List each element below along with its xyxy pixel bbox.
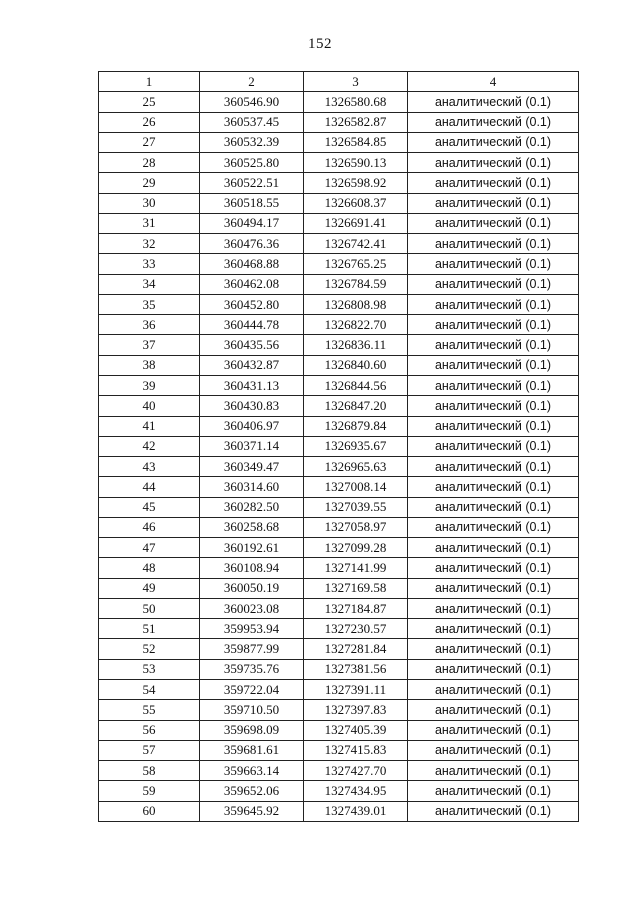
coord-x-cell: 360522.51	[200, 173, 304, 193]
method-cell: аналитический (0.1)	[408, 679, 579, 699]
method-cell: аналитический (0.1)	[408, 639, 579, 659]
coord-y-cell: 1327169.58	[304, 578, 408, 598]
coord-y-cell: 1327281.84	[304, 639, 408, 659]
method-cell: аналитический (0.1)	[408, 416, 579, 436]
point-number-cell: 36	[99, 315, 200, 335]
table-row	[99, 416, 579, 436]
coord-y-cell: 1327008.14	[304, 477, 408, 497]
point-number-cell: 39	[99, 375, 200, 395]
coord-y-cell: 1327439.01	[304, 801, 408, 821]
point-number-cell: 58	[99, 761, 200, 781]
coord-y-cell: 1327391.11	[304, 679, 408, 699]
coord-y-cell: 1326879.84	[304, 416, 408, 436]
table-row	[99, 375, 579, 395]
point-number-cell: 41	[99, 416, 200, 436]
coord-y-cell: 1326822.70	[304, 315, 408, 335]
point-number-cell: 57	[99, 740, 200, 760]
coord-y-cell: 1326840.60	[304, 355, 408, 375]
coord-x-cell: 359710.50	[200, 700, 304, 720]
coord-y-cell: 1327230.57	[304, 619, 408, 639]
table-row	[99, 315, 579, 335]
table-row	[99, 517, 579, 537]
point-number-cell: 33	[99, 254, 200, 274]
coord-y-cell: 1326847.20	[304, 396, 408, 416]
coord-x-cell: 360518.55	[200, 193, 304, 213]
point-number-cell: 28	[99, 153, 200, 173]
point-number-cell: 26	[99, 112, 200, 132]
coord-x-cell: 360050.19	[200, 578, 304, 598]
point-number-cell: 35	[99, 294, 200, 314]
method-cell: аналитический (0.1)	[408, 517, 579, 537]
point-number-cell: 44	[99, 477, 200, 497]
table-row	[99, 132, 579, 152]
table-row	[99, 193, 579, 213]
method-cell: аналитический (0.1)	[408, 193, 579, 213]
coord-x-cell: 360430.83	[200, 396, 304, 416]
coord-y-cell: 1326582.87	[304, 112, 408, 132]
method-cell: аналитический (0.1)	[408, 234, 579, 254]
table-row	[99, 436, 579, 456]
method-cell: аналитический (0.1)	[408, 801, 579, 821]
method-cell: аналитический (0.1)	[408, 294, 579, 314]
coord-y-cell: 1326935.67	[304, 436, 408, 456]
coord-y-cell: 1326590.13	[304, 153, 408, 173]
coord-x-cell: 359663.14	[200, 761, 304, 781]
point-number-cell: 46	[99, 517, 200, 537]
header-row	[99, 72, 579, 92]
point-number-cell: 52	[99, 639, 200, 659]
table-row	[99, 700, 579, 720]
table-row	[99, 639, 579, 659]
coord-x-cell: 359953.94	[200, 619, 304, 639]
coord-x-cell: 360431.13	[200, 375, 304, 395]
header-col-3: 3	[304, 72, 408, 92]
table-row	[99, 598, 579, 618]
coord-y-cell: 1326742.41	[304, 234, 408, 254]
coord-y-cell: 1326608.37	[304, 193, 408, 213]
coord-x-cell: 359877.99	[200, 639, 304, 659]
table-row	[99, 781, 579, 801]
method-cell: аналитический (0.1)	[408, 619, 579, 639]
point-number-cell: 29	[99, 173, 200, 193]
table-body	[99, 92, 579, 822]
coord-y-cell: 1326691.41	[304, 213, 408, 233]
coord-x-cell: 360192.61	[200, 538, 304, 558]
header-col-4: 4	[408, 72, 579, 92]
coord-y-cell: 1327058.97	[304, 517, 408, 537]
table-row	[99, 801, 579, 821]
header-col-1: 1	[99, 72, 200, 92]
coord-x-cell: 360462.08	[200, 274, 304, 294]
point-number-cell: 53	[99, 659, 200, 679]
point-number-cell: 55	[99, 700, 200, 720]
table-row	[99, 679, 579, 699]
coord-x-cell: 359722.04	[200, 679, 304, 699]
method-cell: аналитический (0.1)	[408, 761, 579, 781]
coord-x-cell: 359698.09	[200, 720, 304, 740]
coord-y-cell: 1327427.70	[304, 761, 408, 781]
table-row	[99, 558, 579, 578]
method-cell: аналитический (0.1)	[408, 92, 579, 112]
table-row	[99, 538, 579, 558]
table-row	[99, 497, 579, 517]
method-cell: аналитический (0.1)	[408, 173, 579, 193]
table-row	[99, 274, 579, 294]
method-cell: аналитический (0.1)	[408, 335, 579, 355]
coord-x-cell: 360476.36	[200, 234, 304, 254]
table-row	[99, 355, 579, 375]
point-number-cell: 51	[99, 619, 200, 639]
table-row	[99, 92, 579, 112]
table-header	[99, 72, 579, 92]
coord-x-cell: 360537.45	[200, 112, 304, 132]
method-cell: аналитический (0.1)	[408, 112, 579, 132]
coord-y-cell: 1326765.25	[304, 254, 408, 274]
coord-y-cell: 1327184.87	[304, 598, 408, 618]
method-cell: аналитический (0.1)	[408, 375, 579, 395]
point-number-cell: 27	[99, 132, 200, 152]
table-row	[99, 659, 579, 679]
table-row	[99, 457, 579, 477]
method-cell: аналитический (0.1)	[408, 781, 579, 801]
coordinates-table	[98, 71, 579, 822]
coord-x-cell: 360432.87	[200, 355, 304, 375]
coord-y-cell: 1327381.56	[304, 659, 408, 679]
coord-x-cell: 359645.92	[200, 801, 304, 821]
method-cell: аналитический (0.1)	[408, 598, 579, 618]
method-cell: аналитический (0.1)	[408, 315, 579, 335]
method-cell: аналитический (0.1)	[408, 538, 579, 558]
point-number-cell: 25	[99, 92, 200, 112]
method-cell: аналитический (0.1)	[408, 497, 579, 517]
method-cell: аналитический (0.1)	[408, 740, 579, 760]
table-row	[99, 720, 579, 740]
coord-x-cell: 360258.68	[200, 517, 304, 537]
table-row	[99, 153, 579, 173]
coord-x-cell: 360023.08	[200, 598, 304, 618]
coord-x-cell: 360108.94	[200, 558, 304, 578]
method-cell: аналитический (0.1)	[408, 274, 579, 294]
coord-x-cell: 360452.80	[200, 294, 304, 314]
coord-y-cell: 1326598.92	[304, 173, 408, 193]
table-row	[99, 173, 579, 193]
coord-x-cell: 360349.47	[200, 457, 304, 477]
method-cell: аналитический (0.1)	[408, 457, 579, 477]
coord-y-cell: 1326580.68	[304, 92, 408, 112]
coord-x-cell: 359735.76	[200, 659, 304, 679]
method-cell: аналитический (0.1)	[408, 213, 579, 233]
method-cell: аналитический (0.1)	[408, 132, 579, 152]
point-number-cell: 45	[99, 497, 200, 517]
table-row	[99, 761, 579, 781]
table-row	[99, 294, 579, 314]
method-cell: аналитический (0.1)	[408, 578, 579, 598]
table-row	[99, 335, 579, 355]
coord-x-cell: 360435.56	[200, 335, 304, 355]
coord-y-cell: 1327039.55	[304, 497, 408, 517]
point-number-cell: 47	[99, 538, 200, 558]
method-cell: аналитический (0.1)	[408, 659, 579, 679]
coord-x-cell: 360406.97	[200, 416, 304, 436]
coord-y-cell: 1327405.39	[304, 720, 408, 740]
method-cell: аналитический (0.1)	[408, 558, 579, 578]
coord-x-cell: 360468.88	[200, 254, 304, 274]
coord-y-cell: 1326836.11	[304, 335, 408, 355]
coord-x-cell: 360314.60	[200, 477, 304, 497]
point-number-cell: 37	[99, 335, 200, 355]
table-row	[99, 234, 579, 254]
point-number-cell: 50	[99, 598, 200, 618]
coord-x-cell: 360371.14	[200, 436, 304, 456]
point-number-cell: 49	[99, 578, 200, 598]
point-number-cell: 43	[99, 457, 200, 477]
table-row	[99, 112, 579, 132]
coord-x-cell: 360282.50	[200, 497, 304, 517]
coord-y-cell: 1327099.28	[304, 538, 408, 558]
coord-y-cell: 1327415.83	[304, 740, 408, 760]
method-cell: аналитический (0.1)	[408, 700, 579, 720]
coord-y-cell: 1327141.99	[304, 558, 408, 578]
point-number-cell: 56	[99, 720, 200, 740]
coord-y-cell: 1326584.85	[304, 132, 408, 152]
point-number-cell: 54	[99, 679, 200, 699]
page-number: 152	[308, 36, 332, 52]
coord-y-cell: 1326808.98	[304, 294, 408, 314]
coord-y-cell: 1327434.95	[304, 781, 408, 801]
point-number-cell: 34	[99, 274, 200, 294]
coord-x-cell: 360444.78	[200, 315, 304, 335]
table-row	[99, 396, 579, 416]
point-number-cell: 31	[99, 213, 200, 233]
header-col-2: 2	[200, 72, 304, 92]
coord-x-cell: 360494.17	[200, 213, 304, 233]
point-number-cell: 42	[99, 436, 200, 456]
coord-y-cell: 1326965.63	[304, 457, 408, 477]
table-row	[99, 254, 579, 274]
point-number-cell: 59	[99, 781, 200, 801]
coord-x-cell: 359681.61	[200, 740, 304, 760]
point-number-cell: 32	[99, 234, 200, 254]
coord-x-cell: 360532.39	[200, 132, 304, 152]
method-cell: аналитический (0.1)	[408, 396, 579, 416]
table-row	[99, 740, 579, 760]
method-cell: аналитический (0.1)	[408, 153, 579, 173]
coord-x-cell: 360525.80	[200, 153, 304, 173]
table-row	[99, 477, 579, 497]
method-cell: аналитический (0.1)	[408, 720, 579, 740]
method-cell: аналитический (0.1)	[408, 355, 579, 375]
method-cell: аналитический (0.1)	[408, 477, 579, 497]
coord-x-cell: 359652.06	[200, 781, 304, 801]
point-number-cell: 60	[99, 801, 200, 821]
method-cell: аналитический (0.1)	[408, 254, 579, 274]
table-row	[99, 619, 579, 639]
coord-x-cell: 360546.90	[200, 92, 304, 112]
table-row	[99, 578, 579, 598]
point-number-cell: 38	[99, 355, 200, 375]
point-number-cell: 30	[99, 193, 200, 213]
point-number-cell: 40	[99, 396, 200, 416]
coord-y-cell: 1326784.59	[304, 274, 408, 294]
point-number-cell: 48	[99, 558, 200, 578]
coord-y-cell: 1326844.56	[304, 375, 408, 395]
coord-y-cell: 1327397.83	[304, 700, 408, 720]
method-cell: аналитический (0.1)	[408, 436, 579, 456]
table-row	[99, 213, 579, 233]
